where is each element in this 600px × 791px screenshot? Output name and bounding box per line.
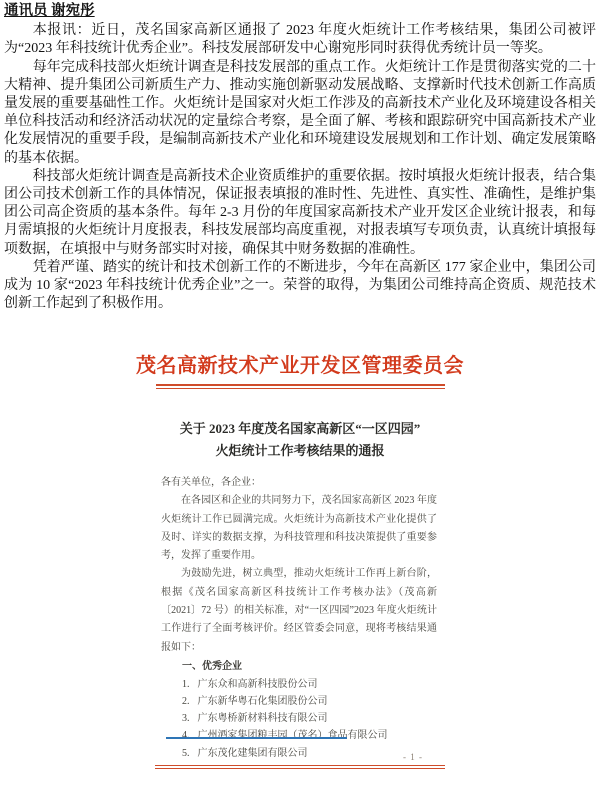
company-name: 广东粤桥新材料科技有限公司 — [197, 713, 328, 725]
news-article — [0, 0, 600, 313]
notice-section-heading: 一、优秀企业 — [182, 660, 242, 672]
company-number: 2. — [182, 695, 190, 707]
company-list-item — [182, 745, 437, 762]
highlight-underline — [166, 737, 347, 739]
article-paragraph: 本报讯：近日，茂名国家高新区通报了 2023 年度火炬统计工作考核结果，集团公司被评为“2023 年科技统计优秀企业”。科技发展部研发中心谢宛彤同时获得优秀统计员一等奖。 — [4, 23, 596, 57]
notice-paragraph: 在各园区和企业的共同努力下，茂名国家高新区 2023 年度火炬统计工作已圆满完成。火炬统计为高新技术产业化提供了及时、详实的数据支撑，为科技管理和科技决策提供了重要参考，发挥了重要作用。 — [161, 495, 437, 562]
notice-title-line1: 关于 2023 年度茂名国家高新区“一区四园” — [179, 421, 421, 436]
company-list-item — [182, 710, 437, 727]
company-list-item — [182, 693, 437, 710]
article-paragraph: 科技部火炬统计调查是高新技术企业资质维护的重要依据。按时填报火炬统计报表，结合集团公司技术创新工作的具体情况，保证报表填报的准时性、先进性、真实性、准确性，是维护集团公司高企资质的基本条件。每年 2-3 月份的年度国家高新技术产业开发区企业统计报表，和每月需填报的火炬统计月度报表，科技发展部均高度重视，对报表填写专项负责，认真统计填报每项数据，在填报中与财务部实时对接，确保其中财务数据的准确性。 — [4, 168, 596, 257]
article-byline: 通讯员 谢宛彤 — [4, 3, 95, 19]
company-number: 4. — [182, 730, 190, 742]
company-name: 广东众和高新科技股份公司 — [197, 678, 318, 690]
notice-title — [0, 418, 600, 462]
notice-salutation: 各有关单位，各企业： — [161, 477, 261, 488]
notice-paragraph: 为鼓励先进，树立典型，推动火炬统计工作再上新台阶，根据《茂名国家高新区科技统计工作考核办法》（茂高新〔2021〕72 号）的相关标准，对“一区四园”2023 年度火炬统计工作进行了全面考核评价。经区管委会同意，现将考核结果通报如下： — [161, 568, 437, 653]
company-name: 广东新华粤石化集团股份公司 — [197, 695, 328, 707]
red-double-rule-top — [156, 384, 445, 389]
company-number: 5. — [182, 747, 190, 759]
company-number: 1. — [182, 678, 190, 690]
notice-agency-header: 茂名高新技术产业开发区管理委员会 — [136, 355, 464, 377]
company-list-item — [182, 676, 437, 693]
notice-body — [161, 474, 437, 762]
company-name: 广州酒家集团粮丰园（茂名）食品有限公司 — [197, 730, 388, 742]
notice-title-line2: 火炬统计工作考核结果的通报 — [215, 443, 385, 458]
article-paragraph: 凭着严谨、踏实的统计和技术创新工作的不断进步，今年在高新区 177 家企业中，集团公司成为 10 家“2023 年科技统计优秀企业”之一。荣誉的取得，为集团公司维持高企资质、规范技术创新工作起到了积极作用。 — [4, 259, 596, 312]
article-paragraph: 每年完成科技部火炬统计调查是科技发展部的重点工作。火炬统计工作是贯彻落实党的二十大精神、提升集团公司新质生产力、推动实施创新驱动发展战略、支撑新时代技术创新工作高质量发展的重要基础性工作。火炬统计是国家对火炬工作涉及的高新技术产业化及环境建设各相关单位科技活动和经济活动状况的定量综合考察，是全面了解、考核和跟踪研究中国高新技术产业化发展情况的重要手段，是编制高新技术产业化和环境建设发展规划和工作计划、确定发展策略的基本依据。 — [4, 59, 596, 166]
page-number: - 1 - — [403, 752, 423, 762]
red-double-rule-bottom — [155, 765, 445, 769]
company-name: 广东茂化建集团有限公司 — [197, 747, 308, 759]
company-number: 3. — [182, 713, 190, 725]
